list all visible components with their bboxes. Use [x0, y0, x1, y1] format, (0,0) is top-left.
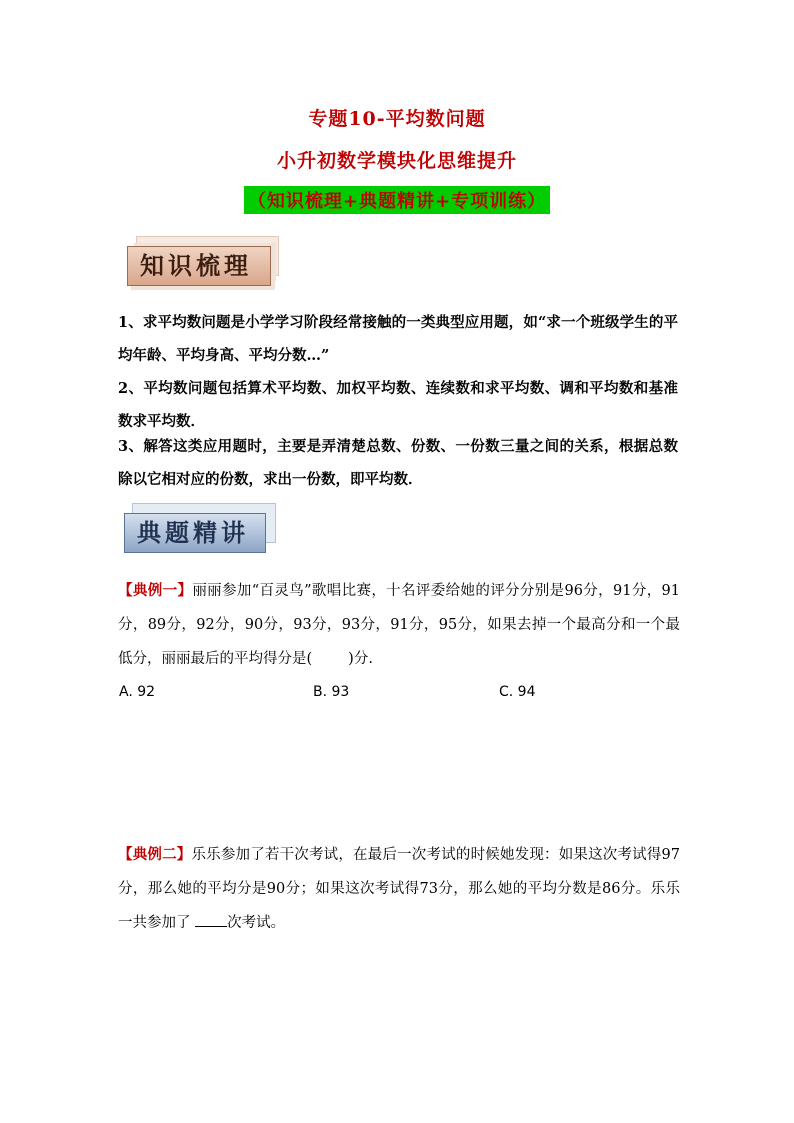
document-subtitle: 小升初数学模块化思维提升	[276, 150, 517, 172]
choice-a[interactable]: A. 92	[119, 684, 156, 700]
example-2-answer-blank[interactable]	[195, 912, 227, 927]
example-1-tag: 【典例一】	[118, 582, 193, 599]
example-2-text: 乐乐参加了若干次考试，在最后一次考试的时候她发现：如果这次考试得97分，那么她的平均分是90分；如果这次考试得73分，那么她的平均分数是86分。乐乐一共参加了	[118, 847, 680, 931]
examples-section-title: 典题精讲	[124, 513, 266, 553]
choice-b[interactable]: B. 93	[313, 684, 350, 700]
example-2-text-end: 次考试。	[227, 915, 286, 931]
knowledge-point-1: 1、求平均数问题是小学学习阶段经常接触的一类典型应用题，如“求一个班级学生的平均年龄、平均身高、平均分数…”	[118, 314, 678, 364]
knowledge-point-3: 3、解答这类应用题时，主要是弄清楚总数、份数、一份数三量之间的关系，根据总数除以它相对应的份数，求出一份数，即平均数．	[118, 438, 678, 488]
document-title: 专题10-平均数问题	[308, 108, 486, 130]
choice-c[interactable]: C. 94	[499, 684, 536, 700]
example-2-tag: 【典例二】	[118, 846, 192, 863]
example-1	[118, 574, 680, 676]
tagline-wrapper	[0, 186, 794, 214]
knowledge-point-2: 2、平均数问题包括算术平均数、加权平均数、连续数和求平均数、调和平均数和基准数求平均数．	[118, 380, 678, 430]
document-tagline: （知识梳理+典题精讲+专项训练）	[244, 186, 550, 214]
knowledge-section-title: 知识梳理	[127, 246, 271, 286]
example-1-text-end: )分.	[348, 651, 373, 667]
example-1-text: 丽丽参加“百灵鸟”歌唱比赛，十名评委给她的评分分别是96分，91分，91分，89分，92分，90分，93分，93分，91分，95分，如果去掉一个最高分和一个最低分，丽丽最后的平均得分是(	[118, 583, 681, 667]
example-2	[118, 838, 680, 940]
